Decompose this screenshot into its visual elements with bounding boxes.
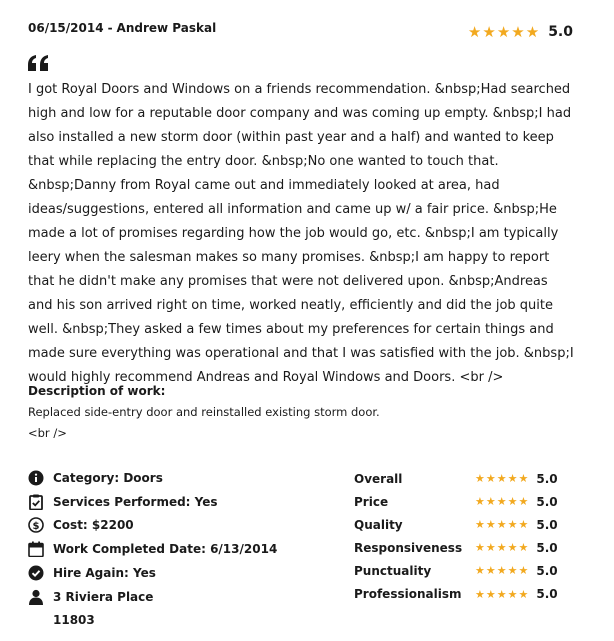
detail-text: Cost: $2200 [53, 518, 134, 533]
rating-stars [475, 589, 528, 600]
star-icon: ★ [518, 564, 529, 578]
star-icon: ★ [507, 518, 518, 532]
detail-services [28, 490, 328, 514]
star-icon: ★ [518, 541, 529, 555]
quote-icon [28, 55, 50, 71]
rating-score: 5.0 [536, 540, 558, 555]
star-icon: ★ [496, 518, 507, 532]
info-icon [28, 470, 44, 486]
star-icon: ★ [475, 472, 485, 486]
star-icon: ★ [485, 495, 496, 509]
description-heading: Description of work: [28, 384, 166, 398]
job-details [28, 466, 328, 631]
star-icon: ★ [475, 518, 485, 532]
rating-row-quality [354, 513, 574, 536]
dollar-icon [28, 517, 44, 533]
star-icon: ★ [507, 587, 518, 601]
rating-label: Professionalism [354, 587, 462, 602]
star-icon: ★ [496, 22, 511, 41]
star-icon: ★ [475, 587, 485, 601]
clipboard-check-icon [28, 494, 44, 510]
rating-row-punctuality [354, 559, 574, 582]
check-circle-icon [28, 565, 44, 581]
review-author: Andrew Paskal [116, 21, 217, 35]
rating-score: 5.0 [536, 563, 558, 578]
star-icon: ★ [507, 495, 518, 509]
star-icon: ★ [485, 564, 496, 578]
star-icon: ★ [475, 541, 485, 555]
rating-stars [475, 565, 528, 576]
detail-hire-again [28, 561, 328, 585]
detail-text: Hire Again: Yes [53, 566, 156, 581]
rating-score: 5.0 [536, 587, 558, 602]
detail-text: Work Completed Date: 6/13/2014 [53, 542, 278, 557]
star-icon: ★ [496, 587, 507, 601]
rating-label: Punctuality [354, 563, 432, 578]
detail-category [28, 466, 328, 490]
star-icon: ★ [485, 518, 496, 532]
rating-row-responsiveness [354, 536, 574, 559]
star-icon: ★ [518, 495, 529, 509]
detail-text: Category: Doors [53, 470, 163, 485]
detail-completed-date [28, 537, 328, 561]
svg-text:$: $ [32, 521, 40, 533]
star-icon: ★ [485, 541, 496, 555]
calendar-icon [28, 541, 44, 557]
rating-row-professionalism [354, 582, 574, 605]
rating-label: Responsiveness [354, 540, 463, 555]
rating-row-overall [354, 467, 574, 490]
star-icon: ★ [511, 22, 525, 41]
star-icon: ★ [496, 541, 507, 555]
star-icon: ★ [496, 472, 507, 486]
star-icon: ★ [475, 564, 485, 578]
star-icon: ★ [518, 587, 529, 601]
detail-address [28, 585, 328, 609]
star-icon: ★ [507, 541, 518, 555]
rating-label: Quality [354, 517, 403, 532]
star-icon: ★ [518, 472, 529, 486]
description-line: <br /> [28, 426, 67, 440]
header-separator: - [107, 21, 113, 35]
star-icon: ★ [485, 472, 496, 486]
detail-text: 3 Riviera Place [53, 589, 154, 604]
star-icon: ★ [467, 22, 482, 41]
rating-stars [475, 519, 528, 530]
star-icon: ★ [518, 518, 529, 532]
description-line: Replaced side-entry door and reinstalled existing storm door. [28, 405, 380, 419]
star-icon: ★ [507, 564, 518, 578]
rating-score: 5.0 [536, 517, 558, 532]
star-icon: ★ [482, 22, 496, 41]
star-icon: ★ [525, 22, 540, 41]
rating-row-price [354, 490, 574, 513]
overall-rating [468, 24, 573, 40]
rating-label: Price [354, 494, 389, 509]
star-icon: ★ [507, 472, 518, 486]
category-ratings [354, 467, 574, 606]
rating-score: 5.0 [536, 471, 558, 486]
person-icon [28, 589, 44, 605]
star-icon: ★ [475, 495, 485, 509]
review-body: I got Royal Doors and Windows on a friends recommendation. &nbsp;Had searched high and low for a reputable door company and was coming up empty. &nbsp;I had also installed a new storm door (within past year and a half) and wanted to keep that while replacing the entry door. &nbsp;No one wanted to touch that. &nbsp;Danny from Royal came out and immediately looked at area, had ideas/suggestions, entered all information and came up w/ a fair price. &nbsp;He made a lot of promises regarding how the job would go, etc. &nbsp;I am typically leery when the salesman makes so many promises. &nbsp;I am happy to report that he didn't make any promises that were not delivered upon. &nbsp;Andreas and his son arrived right on time, worked neatly, efficiently and did the job quite well. &nbsp;They asked a few times about my preferences for certain things and made sure everything was operational and that I was satisfied with the job. &nbsp;I would highly recommend Andreas and Royal Windows and Doors. <br /> [28, 82, 574, 385]
overall-score: 5.0 [548, 24, 573, 40]
review-header [28, 21, 216, 35]
star-icon: ★ [485, 587, 496, 601]
review-date: 06/15/2014 [28, 21, 104, 35]
rating-label: Overall [354, 471, 403, 486]
star-icon: ★ [496, 564, 507, 578]
star-icon: ★ [496, 495, 507, 509]
rating-score: 5.0 [536, 494, 558, 509]
overall-stars [467, 22, 540, 41]
detail-text: Services Performed: Yes [53, 494, 218, 509]
detail-cost [28, 514, 328, 538]
address-zip: 11803 [53, 612, 95, 627]
rating-stars [475, 496, 528, 507]
description-text [28, 402, 380, 444]
rating-stars [475, 473, 528, 484]
rating-stars [475, 542, 528, 553]
